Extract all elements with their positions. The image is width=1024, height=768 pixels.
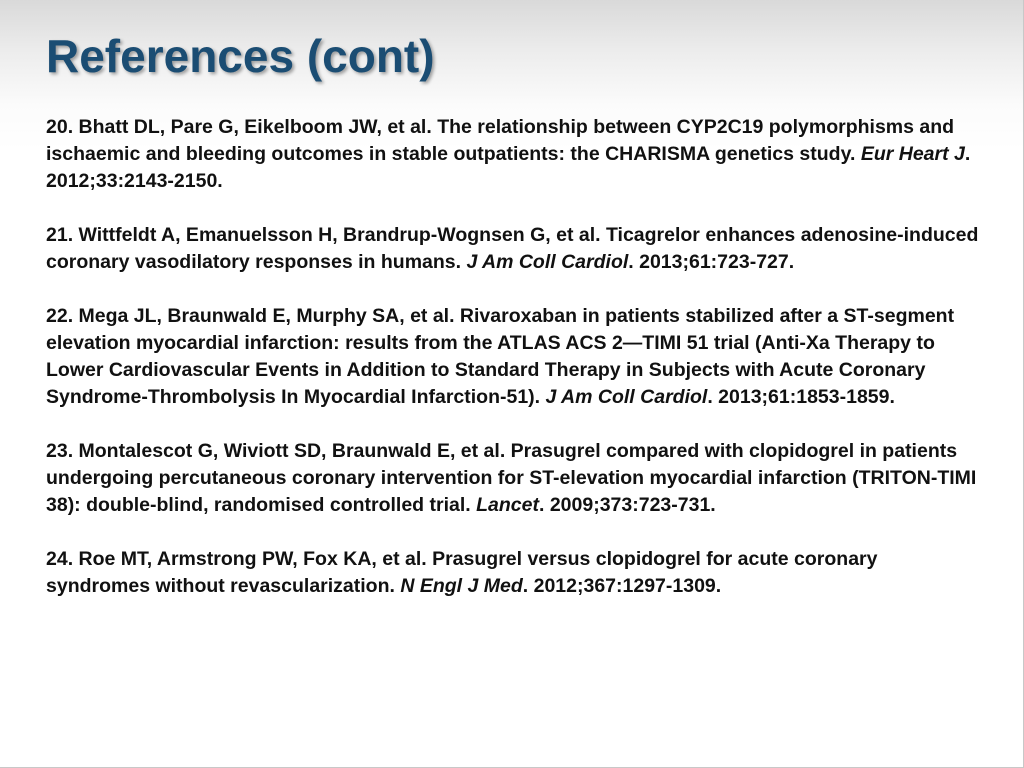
reference-text: 21. Wittfeldt A, Emanuelsson H, Brandrup-Wognsen G, et al. Ticagrelor enhances adenosine-induced coronary vasodilatory responses in humans. [46, 224, 979, 273]
reference-text: 23. Montalescot G, Wiviott SD, Braunwald E, et al. Prasugrel compared with clopidogrel in patients undergoing percutaneous coronary intervention for ST-elevation myocardial infarction (TRITON-TIMI 38): double-blind, randomised controlled trial. [46, 440, 977, 516]
reference-list [46, 114, 981, 627]
reference-journal: Lancet [476, 494, 539, 516]
reference-text: 22. Mega JL, Braunwald E, Murphy SA, et al. Rivaroxaban in patients stabilized after a ST-segment elevation myocardial infarction: results from the ATLAS ACS 2—TIMI 51 trial (Anti-Xa Therapy to Lower Cardiovascular Events in Addition to Standard Therapy in Subjects with Acute Coronary Syndrome-Thrombolysis In Myocardial Infarction-51). [46, 305, 955, 408]
reference-journal: J Am Coll Cardiol [545, 386, 708, 408]
reference-item [46, 303, 981, 411]
reference-text: 24. Roe MT, Armstrong PW, Fox KA, et al. Prasugrel versus clopidogrel for acute coronary syndromes without revascularization. [46, 548, 878, 597]
reference-citation: . 2013;61:723-727. [628, 251, 795, 273]
slide-title: References (cont) [46, 30, 435, 82]
reference-journal: Eur Heart J [860, 143, 965, 165]
reference-citation: . 2012;367:1297-1309. [522, 575, 722, 597]
reference-journal: J Am Coll Cardiol [466, 251, 629, 273]
reference-item [46, 546, 981, 600]
reference-item [46, 222, 981, 276]
reference-citation: . 2012;33:2143-2150. [46, 143, 971, 192]
reference-citation: . 2009;373:723-731. [538, 494, 716, 516]
reference-citation: . 2013;61:1853-1859. [707, 386, 895, 408]
reference-text: 20. Bhatt DL, Pare G, Eikelboom JW, et al. The relationship between CYP2C19 polymorphisms and ischaemic and bleeding outcomes in stable outpatients: the CHARISMA genetics study. [46, 116, 955, 165]
reference-journal: N Engl J Med [400, 575, 523, 597]
reference-item [46, 438, 981, 519]
reference-item [46, 114, 981, 195]
